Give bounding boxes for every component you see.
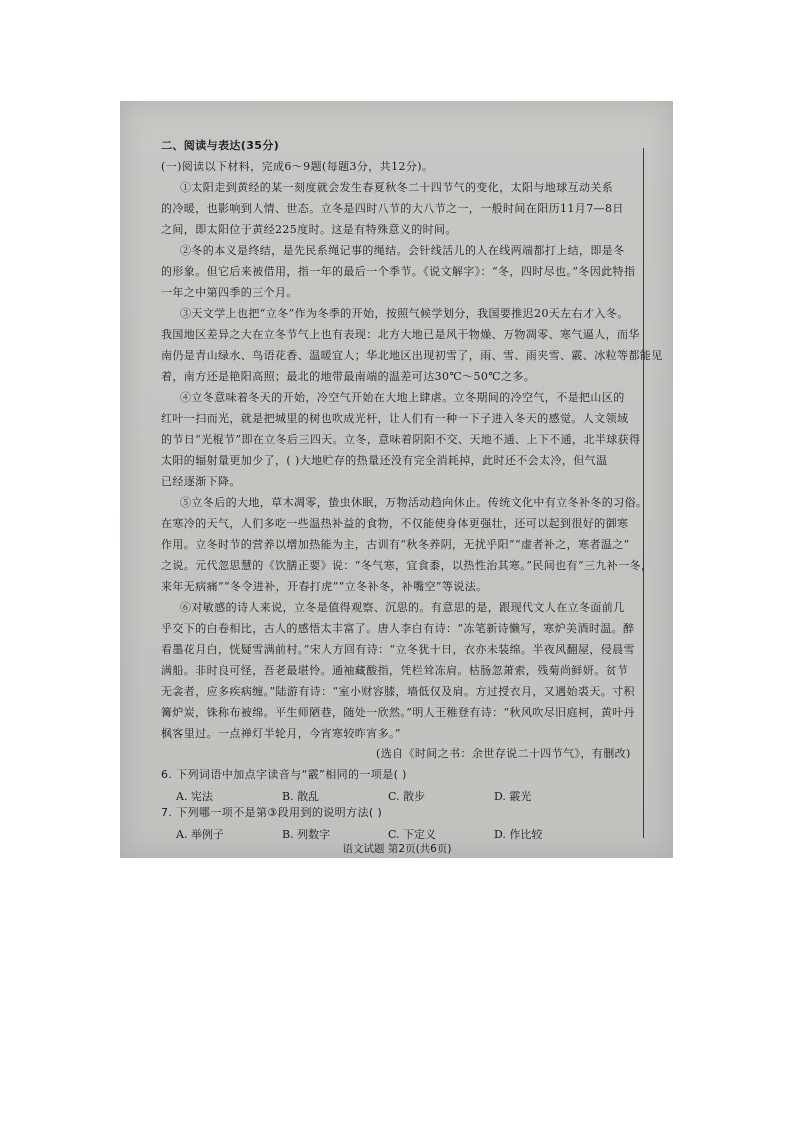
paragraph-line: 篝炉炭，铢称布被绵。平生师陋巷，随处一欣然。”明人王稚登有诗：“秋风吹尽旧庭柯，黄叶丹	[161, 706, 635, 719]
paragraph-line: ⑤立冬后的大地，草木凋零，蛰虫休眠，万物活动趋向休止。传统文化中有立冬补冬的习俗。	[180, 496, 648, 509]
section-title: 二、阅读与表达(35分)	[161, 139, 280, 152]
paragraph-line: ②冬的本义是终结，是先民系绳记事的绳结。会针线活儿的人在线两端都打上结，即是冬	[180, 244, 625, 257]
paragraph-line: 之说。元代忽思慧的《饮膳正要》说：“冬气寒，宜食黍，以热性治其寒。”民间也有“三九补一冬，	[161, 559, 653, 572]
paragraph-line: ⑥对敏感的诗人来说，立冬是值得观察、沉思的。有意思的是，跟现代文人在立冬面前几	[180, 601, 625, 614]
paragraph-line: ④立冬意味着冬天的开始，冷空气开始在大地上肆虐。立冬期间的冷空气，不是把山区的	[180, 391, 625, 404]
paragraph-line: 我国地区差异之大在立冬节气上也有表现：北方大地已是风干物燥、万物凋零、寒气逼人，而华	[161, 328, 640, 341]
q6-option-a: A. 宪法	[176, 790, 213, 803]
q7-option-a: A. 举例子	[176, 828, 224, 841]
source-citation: (选自《时间之书：余世存说二十四节气》，有删改)	[376, 747, 631, 760]
paragraph-line: 的形象。但它后来被借用，指一年的最后一个季节。《说文解字》：“冬，四时尽也。”冬因此特指	[161, 265, 636, 278]
paragraph-line: 之间，即太阳位于黄经225度时。这是有特殊意义的时间。	[161, 223, 457, 236]
page-footer: 语文试题 第2页(共6页)	[342, 843, 452, 855]
paragraph-line: 南仍是青山绿水、鸟语花香、温暖宜人；华北地区出现初雪了，雨、雪、雨夹雪、霰、冰粒等都能见	[161, 349, 663, 362]
paragraph-line: 满船。非时良可怪，吾老最堪怜。通袖藏酸指，凭栏耸冻肩。枯肠忽萧索，残菊尚鲜妍。贫节	[161, 664, 629, 677]
paragraph-line: 的节日“光棍节”即在立冬后三四天。立冬，意味着阴阳不交、天地不通、上下不通，北半球获得	[161, 433, 641, 446]
subsection-instruction: (一)阅读以下材料，完成6～9题(每题3分，共12分)。	[161, 160, 434, 173]
paragraph-line: 红叶一扫而光，就是把城里的树也吹成光杆，让人们有一种一下子进入冬天的感觉。人文领域	[161, 412, 629, 425]
paragraph-line: 来年无病痛”“冬令进补，开春打虎”“立冬补冬，补嘴空”等说法。	[161, 580, 488, 593]
paragraph-line: 乎交下的白卷相比，古人的感悟太丰富了。唐人李白有诗：“冻笔新诗懒写，寒炉美酒时温。醉	[161, 622, 635, 635]
paragraph-line: 枫客里过。一点禅灯半轮月，今宵寒较昨宵多。”	[161, 727, 401, 740]
q7-option-d: D. 作比较	[494, 828, 543, 841]
q6-option-c: C. 散步	[388, 790, 426, 803]
paragraph-line: 的冷暖，也影响到人情、世态。立冬是四时八节的大八节之一，一般时间在阳历11月7—8日	[161, 202, 624, 215]
question-7: 7. 下列哪一项不是第③段用到的说明方法( )	[161, 806, 383, 819]
q7-option-c: C. 下定义	[388, 828, 437, 841]
question-6: 6. 下列词语中加点字读音与“霰”相同的一项是( )	[161, 768, 407, 781]
q7-option-b: B. 列数字	[282, 828, 331, 841]
q6-option-b: B. 散乱	[282, 790, 320, 803]
paragraph-line: 太阳的辐射量更加少了，( )大地贮存的热量还没有完全消耗掉，此时还不会太冷，但气温	[161, 454, 608, 467]
paragraph-line: ③天文学上也把“立冬”作为冬季的开始，按照气候学划分，我国要推迟20天左右才入冬。	[180, 307, 629, 320]
paragraph-line: 看墨花月白，恍疑雪满前村。”宋人方回有诗：“立冬犹十日，衣亦未装绵。半夜风翻屋，侵晨雪	[161, 643, 635, 656]
paragraph-line: 无衾者，应多疾病缠。”陆游有诗：“室小财容膝，墙低仅及肩。方过授衣月，又遇始裘天。寸积	[161, 685, 635, 698]
paragraph-line: 一年之中第四季的三个月。	[161, 286, 298, 299]
margin-rule	[643, 148, 644, 838]
paragraph-line: 已经逐渐下降。	[161, 475, 241, 488]
paragraph-line: ①太阳走到黄经的某一刻度就会发生春夏秋冬二十四节气的变化，太阳与地球互动关系	[180, 181, 614, 194]
paragraph-line: 着，南方还是艳阳高照；最北的地带最南端的温差可达30℃～50℃之多。	[161, 370, 536, 383]
q6-option-d: D. 霰光	[494, 790, 532, 803]
paragraph-line: 在寒冷的天气，人们多吃一些温热补益的食物，不仅能使身体更强壮，还可以起到很好的御寒	[161, 517, 629, 530]
paragraph-line: 作用。立冬时节的营养以增加热能为主，古训有“秋冬养阴，无扰乎阳”“虚者补之，寒者温之”	[161, 538, 630, 551]
